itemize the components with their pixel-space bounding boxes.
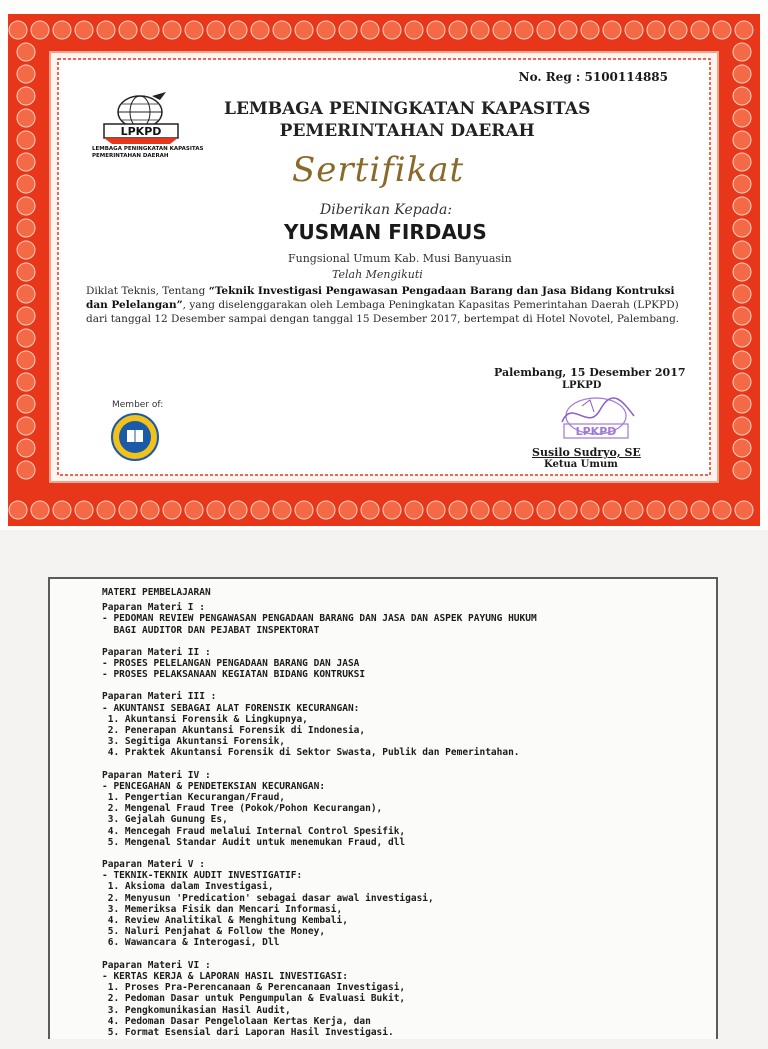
section-item: 1. Akuntansi Forensik & Lingkupnya, [102,713,308,725]
border-scallop [559,21,577,39]
border-scallop [75,501,93,519]
materi-content [102,587,682,1049]
border-scallop [17,439,35,457]
border-scallop [733,153,751,171]
border-scallop [581,21,599,39]
border-scallop [17,109,35,127]
materi-section [102,859,682,949]
border-scallop [603,21,621,39]
border-scallop [669,501,687,519]
border-scallop [427,501,445,519]
border-scallop [17,241,35,259]
border-scallop [317,21,335,39]
border-scallop [713,501,731,519]
border-scallop [733,417,751,435]
border-scallop [603,501,621,519]
border-scallop [97,21,115,39]
border-scallop [493,501,511,519]
border-scallop [647,501,665,519]
org-short: LPKPD [562,380,602,391]
materi-section [102,647,682,681]
border-scallop [119,21,137,39]
border-scallop [17,329,35,347]
border-scallop [733,131,751,149]
border-scallop [405,21,423,39]
materi-section [102,602,682,636]
border-scallop [733,285,751,303]
section-item: 3. Segitiga Akuntansi Forensik, [102,736,286,748]
border-scallop [317,501,335,519]
stamp-text: LPKPD [575,425,617,438]
border-scallop [339,501,357,519]
section-item: 3. Gejalah Gunung Es, [102,814,228,826]
certificate-content [62,62,708,470]
border-scallop [17,285,35,303]
section-item: 4. Pedoman Dasar Pengelolaan Kertas Kerja, dan [102,1015,371,1027]
border-scallop [383,21,401,39]
border-scallop [9,21,27,39]
border-scallop [733,329,751,347]
section-item: 1. Aksioma dalam Investigasi, [102,881,274,893]
section-item: 2. Menyusun 'Predication' sebagai dasar awal investigasi, [102,892,434,904]
border-scallop [625,21,643,39]
border-scallop [163,21,181,39]
border-scallop [229,21,247,39]
border-scallop [361,501,379,519]
border-scallop [17,197,35,215]
border-scallop [53,21,71,39]
section-item: 1. Pengertian Kecurangan/Fraud, [102,792,286,804]
border-scallop [53,501,71,519]
border-scallop [17,351,35,369]
border-scallop [207,501,225,519]
border-scallop [405,501,423,519]
border-scallop [427,21,445,39]
border-scallop [17,219,35,237]
border-scallop [733,197,751,215]
border-scallop [733,461,751,479]
border-scallop [97,501,115,519]
section-heading: Paparan Materi I : [102,602,205,614]
attended-label: Telah Mengikuti [332,268,423,281]
border-scallop [449,501,467,519]
section-heading: Paparan Materi V : [102,859,205,871]
stamp-signature [542,392,652,444]
section-item: 4. Praktek Akuntansi Forensik di Sektor Swasta, Publik dan Pemerintahan. [102,747,520,759]
border-scallop [735,21,753,39]
section-heading: Paparan Materi III : [102,691,217,703]
border-scallop [141,501,159,519]
section-item: 5. Naluri Penjahat & Follow the Money, [102,926,326,938]
section-item: - PEDOMAN REVIEW PENGAWASAN PENGADAAN BARANG DAN JASA DAN ASPEK PAYUNG HUKUM [102,613,537,625]
border-scallop [17,307,35,325]
border-scallop [207,21,225,39]
border-scallop [691,501,709,519]
materi-section [102,691,682,758]
border-scallop [669,21,687,39]
border-scallop [185,21,203,39]
border-scallop [229,501,247,519]
section-item: 2. Pedoman Dasar untuk Pengumpulan & Evaluasi Bukit, [102,993,406,1005]
border-scallop [9,501,27,519]
border-scallop [733,241,751,259]
member-of-label: Member of: [112,400,164,410]
border-scallop [17,461,35,479]
border-scallop [251,501,269,519]
section-item: 2. Penerapan Akuntansi Forensik di Indonesia, [102,725,366,737]
border-scallop [17,395,35,413]
border-scallop [733,373,751,391]
border-scallop [537,501,555,519]
border-scallop [733,219,751,237]
recipient-role: Fungsional Umum Kab. Musi Banyuasin [288,252,512,265]
border-scallop [733,109,751,127]
border-scallop [17,87,35,105]
section-item: 2. Mengenal Fraud Tree (Pokok/Pohon Kecurangan), [102,803,383,815]
institution-name: LEMBAGA PENINGKATAN KAPASITAS PEMERINTAHAN DAERAH [224,99,591,141]
logo-text: LPKPD [120,125,162,138]
border-scallop [449,21,467,39]
border-scallop [733,351,751,369]
section-item: BAGI AUDITOR DAN PEJABAT INSPEKTORAT [102,624,320,636]
border-scallop [733,87,751,105]
border-scallop [17,131,35,149]
border-scallop [273,21,291,39]
border-scallop [75,21,93,39]
section-item: - PROSES PELAKSANAAN KEGIATAN BIDANG KONTRUKSI [102,669,366,681]
section-item: 4. Review Analitikal & Menghitung Kembali, [102,915,348,927]
border-scallop [17,263,35,281]
materi-page [48,577,718,1039]
border-scallop [31,21,49,39]
border-scallop [733,439,751,457]
member-logo [110,412,160,462]
border-scallop [471,501,489,519]
border-scallop [735,501,753,519]
section-item: - TEKNIK-TEKNIK AUDIT INVESTIGATIF: [102,870,303,882]
border-scallop [17,65,35,83]
border-scallop [119,501,137,519]
border-scallop [361,21,379,39]
border-scallop [515,501,533,519]
border-scallop [163,501,181,519]
materi-section [102,770,682,848]
section-item: - PROSES PELELANGAN PENGADAAN BARANG DAN JASA [102,658,360,670]
section-heading: Paparan Materi II : [102,646,211,658]
border-scallop [383,501,401,519]
materi-title: MATERI PEMBELAJARAN [102,587,211,598]
border-scallop [17,417,35,435]
border-scallop [691,21,709,39]
signer-name: Susilo Sudryo, SE [532,446,641,459]
border-scallop [295,501,313,519]
section-item: - KERTAS KERJA & LAPORAN HASIL INVESTIGASI: [102,970,348,982]
border-scallop [625,501,643,519]
border-scallop [515,21,533,39]
border-scallop [733,43,751,61]
border-scallop [581,501,599,519]
border-scallop [493,21,511,39]
section-item: 4. Mencegah Fraud melalui Internal Control Spesifik, [102,825,406,837]
section-item: 5. Format Esensial dari Laporan Hasil Investigasi. [102,1026,394,1038]
border-scallop [141,21,159,39]
registration-number: No. Reg : 5100114885 [518,70,668,84]
section-item: 3. Pengkomunikasian Hasil Audit, [102,1004,291,1016]
border-scallop [537,21,555,39]
border-scallop [713,21,731,39]
logo-subtitle: LEMBAGA PENINGKATAN KAPASITAS PEMERINTAHAN DAERAH [92,146,204,159]
certificate-body: Diklat Teknis, Tentang “Teknik Investigasi Pengawasan Pengadaan Barang dan Jasa Bidang Kontruksi dan Pelelangan”, yang diselenggarakan oleh Lembaga Peningkatan Kapasitas Pemerintahan Daerah (LPKPD) dari tanggal 12 Desember sampai dengan tanggal 15 Desember 2017, bertempat di Hotel Novotel, Palembang. [86,285,680,325]
border-scallop [733,175,751,193]
border-scallop [733,307,751,325]
border-scallop [17,43,35,61]
border-scallop [273,501,291,519]
border-scallop [733,65,751,83]
section-item: 3. Memeriksa Fisik dan Mencari Informasi, [102,903,343,915]
border-scallop [559,501,577,519]
section-item: 1. Proses Pra-Perencanaan & Perencanaan Investigasi, [102,982,406,994]
border-scallop [733,263,751,281]
given-to-label: Diberikan Kepada: [320,202,453,218]
border-scallop [17,373,35,391]
border-scallop [17,175,35,193]
materi-section [102,960,682,1038]
section-item: - PENCEGAHAN & PENDETEKSIAN KECURANGAN: [102,780,326,792]
border-scallop [339,21,357,39]
border-scallop [185,501,203,519]
border-scallop [471,21,489,39]
signer-role: Ketua Umum [544,459,618,470]
border-scallop [17,153,35,171]
section-heading: Paparan Materi IV : [102,769,211,781]
recipient-name: YUSMAN FIRDAUS [284,220,487,244]
certificate-title: Sertifikat [292,150,465,190]
border-scallop [31,501,49,519]
border-scallop [647,21,665,39]
border-scallop [295,21,313,39]
section-item: - AKUNTANSI SEBAGAI ALAT FORENSIK KECURANGAN: [102,702,360,714]
section-item: 5. Mengenal Standar Audit untuk menemukan Fraud, dll [102,836,406,848]
border-scallop [733,395,751,413]
section-heading: Paparan Materi VI : [102,959,211,971]
section-item: 6. Wawancara & Interogasi, Dll [102,937,280,949]
place-date: Palembang, 15 Desember 2017 [494,366,686,379]
border-scallop [251,21,269,39]
